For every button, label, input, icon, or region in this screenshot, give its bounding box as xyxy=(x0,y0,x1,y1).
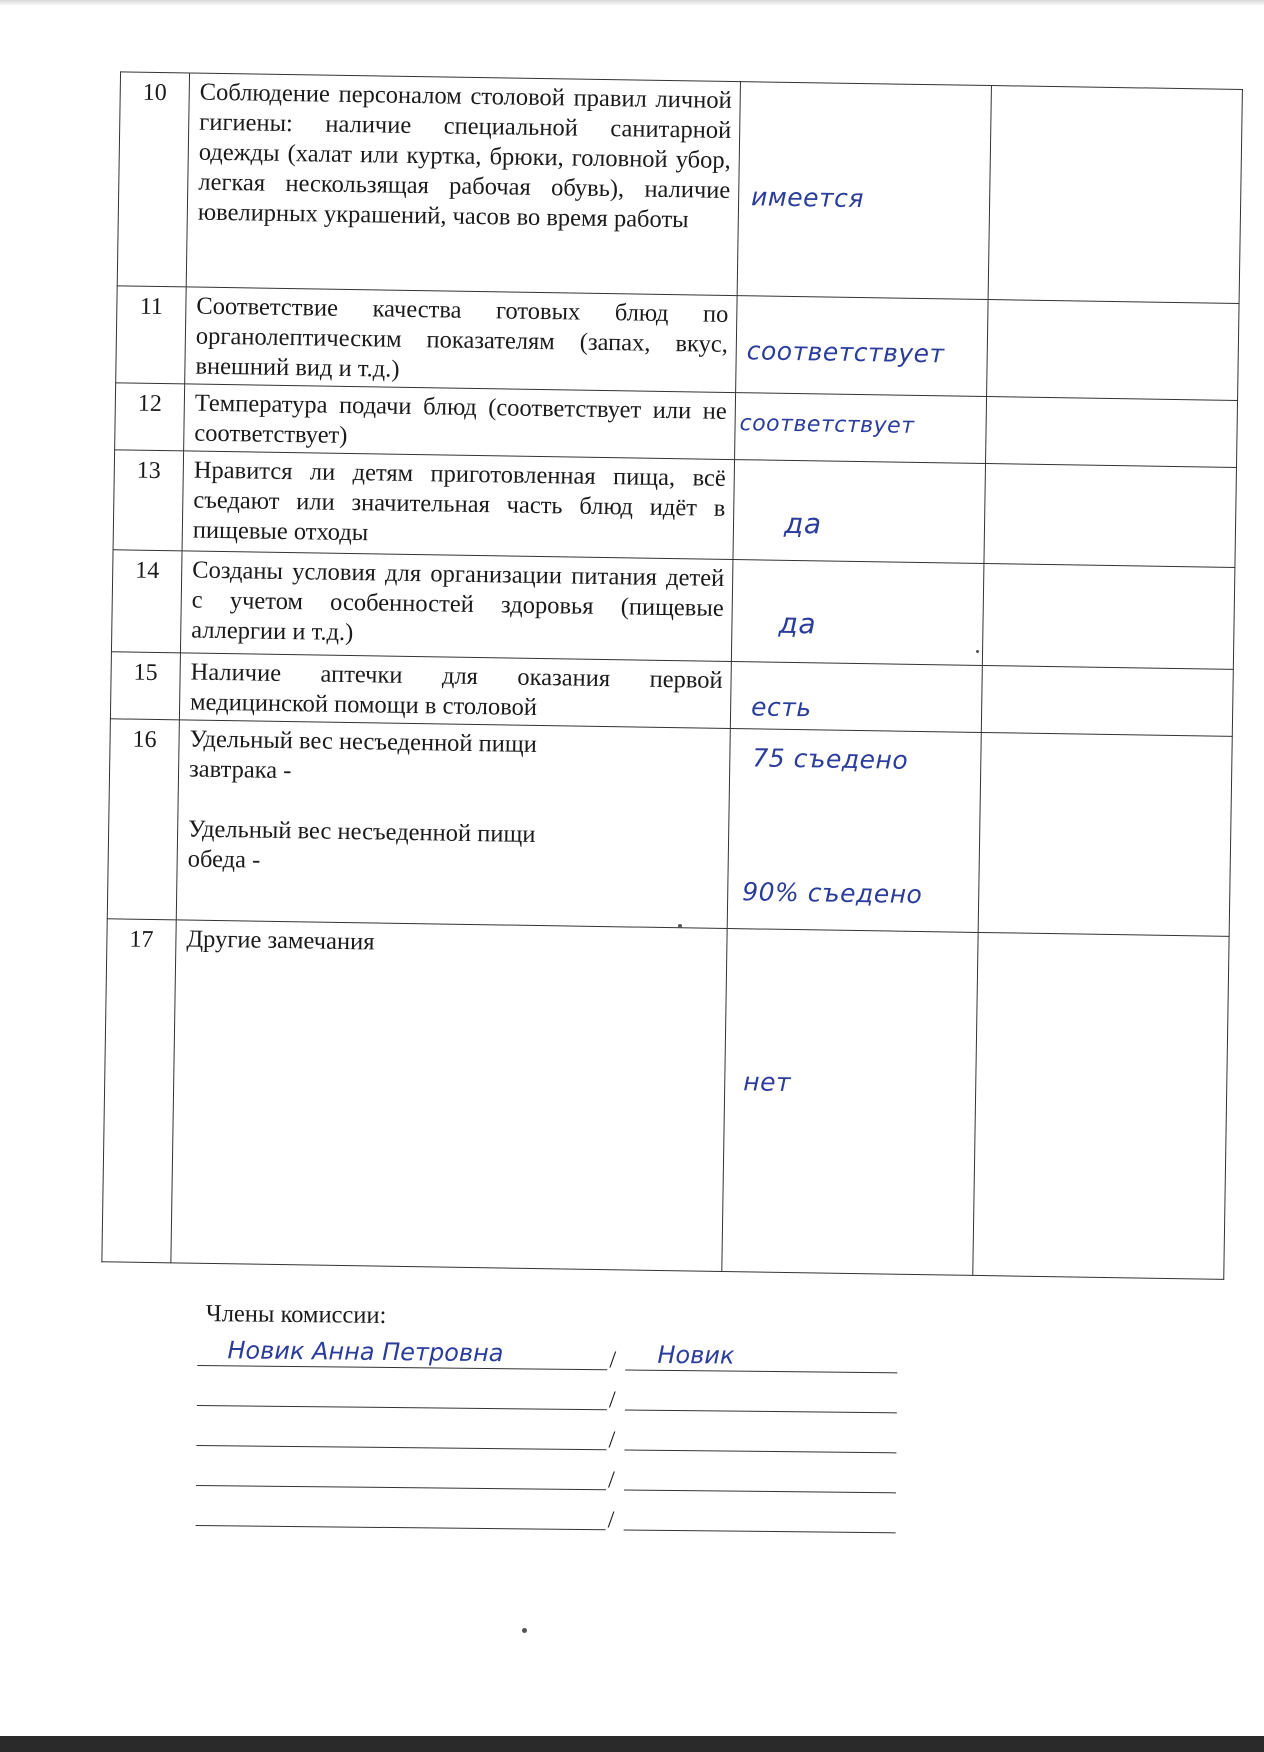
empty-cell xyxy=(982,563,1235,669)
name-line xyxy=(196,1525,606,1530)
handwritten-answer: нет xyxy=(743,1067,792,1098)
empty-cell xyxy=(981,665,1233,736)
row-description: Созданы условия для организации питания детей с учетом особенностей здоровья (пищевые аллергии и т.д.) xyxy=(180,551,733,662)
member-signature: Новик xyxy=(657,1340,735,1370)
row-description xyxy=(176,720,730,929)
commission-members xyxy=(196,1300,898,1537)
empty-cell xyxy=(978,732,1232,936)
separator: / xyxy=(608,1387,616,1414)
handwritten-breakfast-answer: 75 съедено xyxy=(752,743,909,775)
table-row xyxy=(107,719,1232,937)
empty-cell xyxy=(987,300,1239,401)
row-description: Температура подачи блюд (соответствует или не соответствует) xyxy=(184,384,736,460)
row-description: Нравится ли детям приготовленная пища, всё съедают или значительная часть блюд идёт в пищевые отходы xyxy=(182,451,735,560)
name-line xyxy=(196,1445,606,1450)
scan-speck xyxy=(678,924,682,928)
handwritten-answer: имеется xyxy=(750,182,865,214)
row-description: Соблюдение персоналом столовой правил личной гигиены: наличие специальной санитарной одежды (халат или куртка, брюки, головной убор, легкая нескользящая рабочая обувь), наличие ювелирных украшений, часов во время работы xyxy=(186,73,740,296)
empty-cell xyxy=(984,464,1237,568)
table-row xyxy=(113,450,1236,568)
name-line xyxy=(196,1485,606,1490)
answer-cell xyxy=(731,560,984,666)
answer-cell xyxy=(727,729,981,933)
separator: / xyxy=(607,1507,615,1534)
empty-cell xyxy=(973,932,1229,1279)
separator: / xyxy=(609,1347,617,1374)
signature-line xyxy=(624,1449,896,1453)
signature-line xyxy=(624,1489,896,1493)
row-number: 12 xyxy=(115,383,185,451)
row-number: 14 xyxy=(111,550,182,653)
row-number: 15 xyxy=(110,652,180,720)
checklist-sheet xyxy=(101,71,1219,1273)
handwritten-answer: есть xyxy=(750,692,812,723)
name-line xyxy=(197,1405,607,1410)
answer-cell xyxy=(736,296,988,397)
answer-cell xyxy=(722,929,978,1276)
separator: / xyxy=(607,1467,615,1494)
lunch-waste-label: Удельный вес несъеденной пищи обеда - xyxy=(187,815,536,874)
table-row xyxy=(111,550,1234,670)
scan-speck xyxy=(976,650,979,653)
row-description: Наличие аптечки для оказания первой медицинской помощи в столовой xyxy=(179,653,731,729)
commission-title: Члены комиссии: xyxy=(205,1300,387,1329)
table-row xyxy=(117,72,1242,304)
row-number: 10 xyxy=(117,72,189,287)
row-description: Соответствие качества готовых блюд по органолептическим показателям (запах, вкус, внешний вид и т.д.) xyxy=(185,287,737,393)
scan-edge-top xyxy=(0,0,1264,6)
answer-cell xyxy=(733,460,986,564)
member-name: Новик Анна Петровна xyxy=(227,1336,504,1368)
scan-edge-bottom xyxy=(0,1736,1264,1752)
empty-cell xyxy=(986,397,1238,468)
signature-row xyxy=(196,1490,896,1537)
row-description: Другие замечания xyxy=(171,920,727,1272)
row-number: 13 xyxy=(113,450,184,551)
signature-line xyxy=(625,1409,897,1413)
empty-cell xyxy=(988,86,1242,304)
signature-line xyxy=(625,1369,897,1373)
row-number: 17 xyxy=(102,919,176,1263)
handwritten-answer: соответствует xyxy=(746,336,945,369)
answer-cell xyxy=(730,662,982,733)
breakfast-waste-label: Удельный вес несъеденной пищи завтрака - xyxy=(188,725,538,785)
handwritten-lunch-answer: 90% съедено xyxy=(742,877,923,910)
handwritten-answer: да xyxy=(783,506,822,541)
checklist-table xyxy=(101,71,1243,1279)
answer-cell xyxy=(737,82,991,300)
separator: / xyxy=(608,1427,616,1454)
handwritten-answer: соответствует xyxy=(739,411,915,439)
answer-cell xyxy=(735,393,987,464)
row-number: 11 xyxy=(116,286,187,384)
scan-speck xyxy=(522,1628,527,1633)
table-row xyxy=(116,286,1239,401)
table-row xyxy=(102,919,1229,1280)
signature-line xyxy=(624,1529,896,1533)
row-number: 16 xyxy=(107,719,179,920)
handwritten-answer: да xyxy=(778,606,817,641)
